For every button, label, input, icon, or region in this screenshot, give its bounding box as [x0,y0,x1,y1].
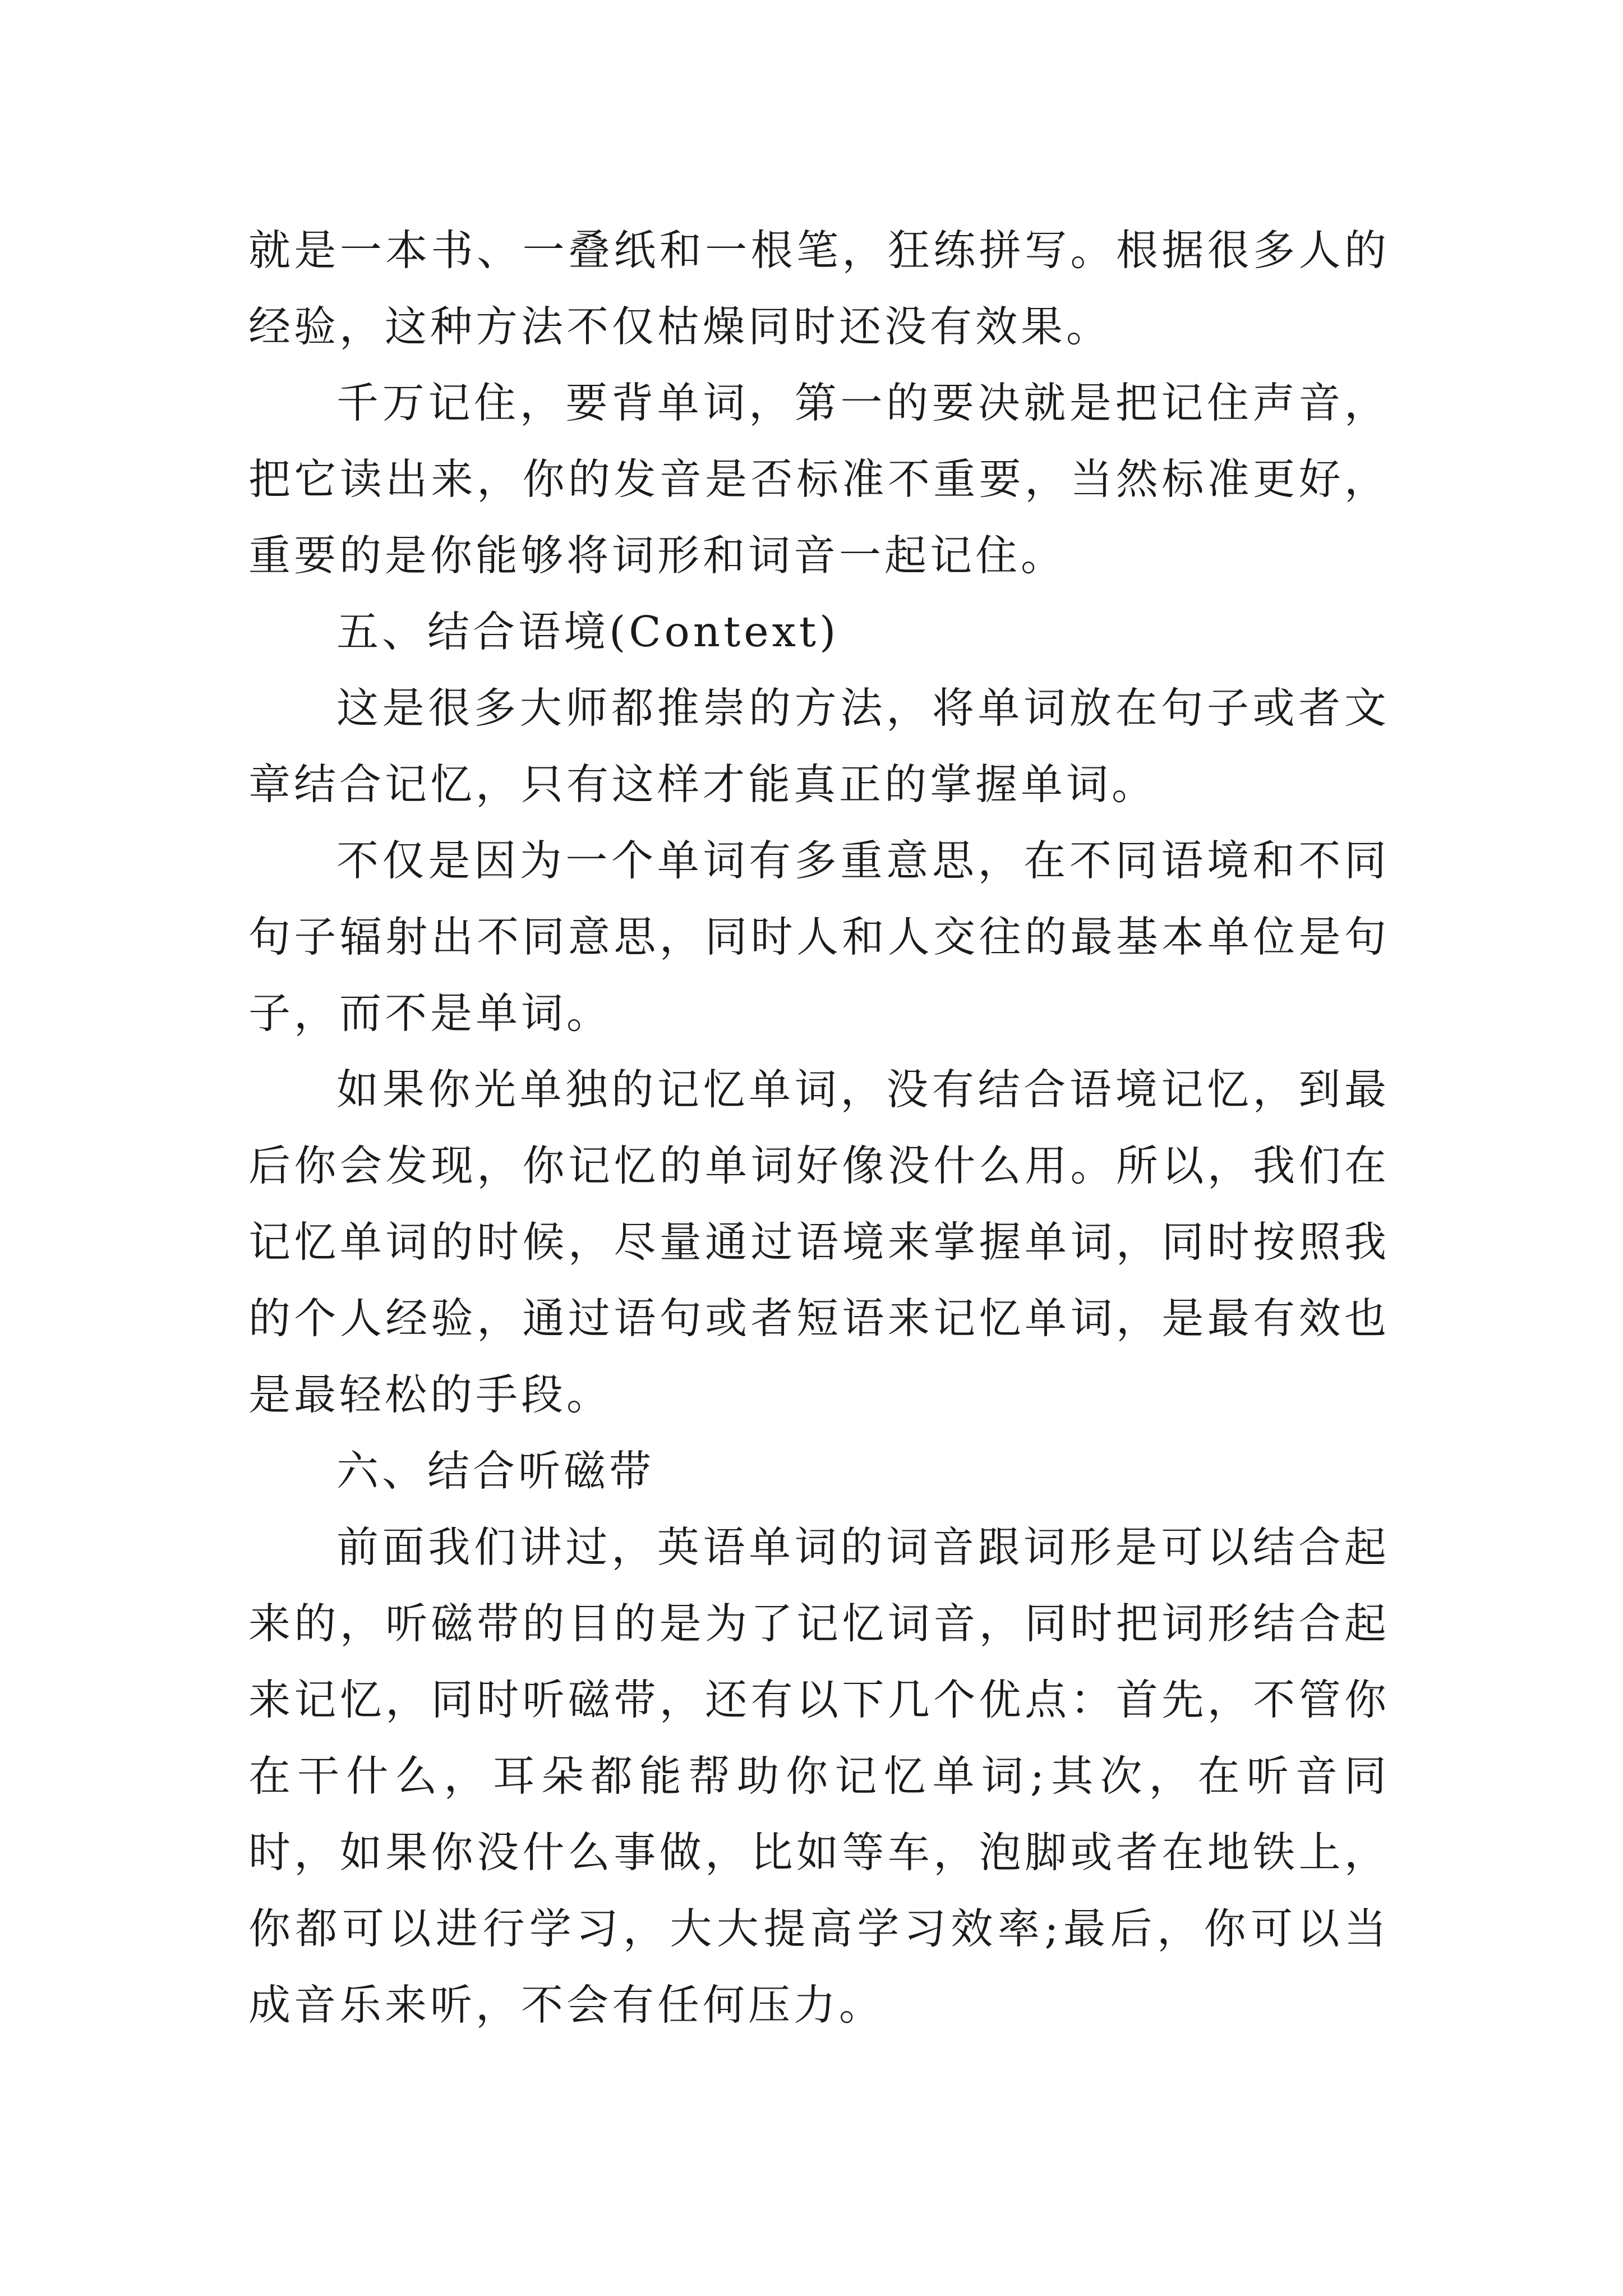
paragraph-pronunciation-tip: 千万记住，要背单词，第一的要决就是把记住声音，把它读出来，你的发音是否标准不重要，当然标准更好，重要的是你能够将词形和词音一起记住。 [248,378,1390,580]
paragraph-continuation: 就是一本书、一叠纸和一根笔，狂练拼写。根据很多人的经验，这种方法不仅枯燥同时还没有效果。 [248,226,1390,351]
paragraph-context-method: 这是很多大师都推崇的方法，将单词放在句子或者文章结合记忆，只有这样才能真正的掌握单词。 [248,683,1390,809]
section-heading-tapes: 六、结合听磁带 [336,1446,655,1496]
section-heading-context: 五、结合语境(Context) [336,607,840,656]
document-page [248,212,1390,2043]
paragraph-tapes-benefits: 前面我们讲过，英语单词的词音跟词形是可以结合起来的，听磁带的目的是为了记忆词音，同时把词形结合起来记忆，同时听磁带，还有以下几个优点：首先，不管你在干什么，耳朵都能帮助你记忆单词;其次，在听音同时，如果你没什么事做，比如等车，泡脚或者在地铁上，你都可以进行学习，大大提高学习效率;最后，你可以当成音乐来听，不会有任何压力。 [248,1522,1390,2030]
paragraph-context-reason: 不仅是因为一个单词有多重意思，在不同语境和不同句子辐射出不同意思，同时人和人交往的最基本单位是句子，而不是单词。 [248,836,1390,1038]
paragraph-context-advice: 如果你光单独的记忆单词，没有结合语境记忆，到最后你会发现，你记忆的单词好像没什么用。所以，我们在记忆单词的时候，尽量通过语境来掌握单词，同时按照我的个人经验，通过语句或者短语来记忆单词，是最有效也是最轻松的手段。 [248,1065,1390,1419]
